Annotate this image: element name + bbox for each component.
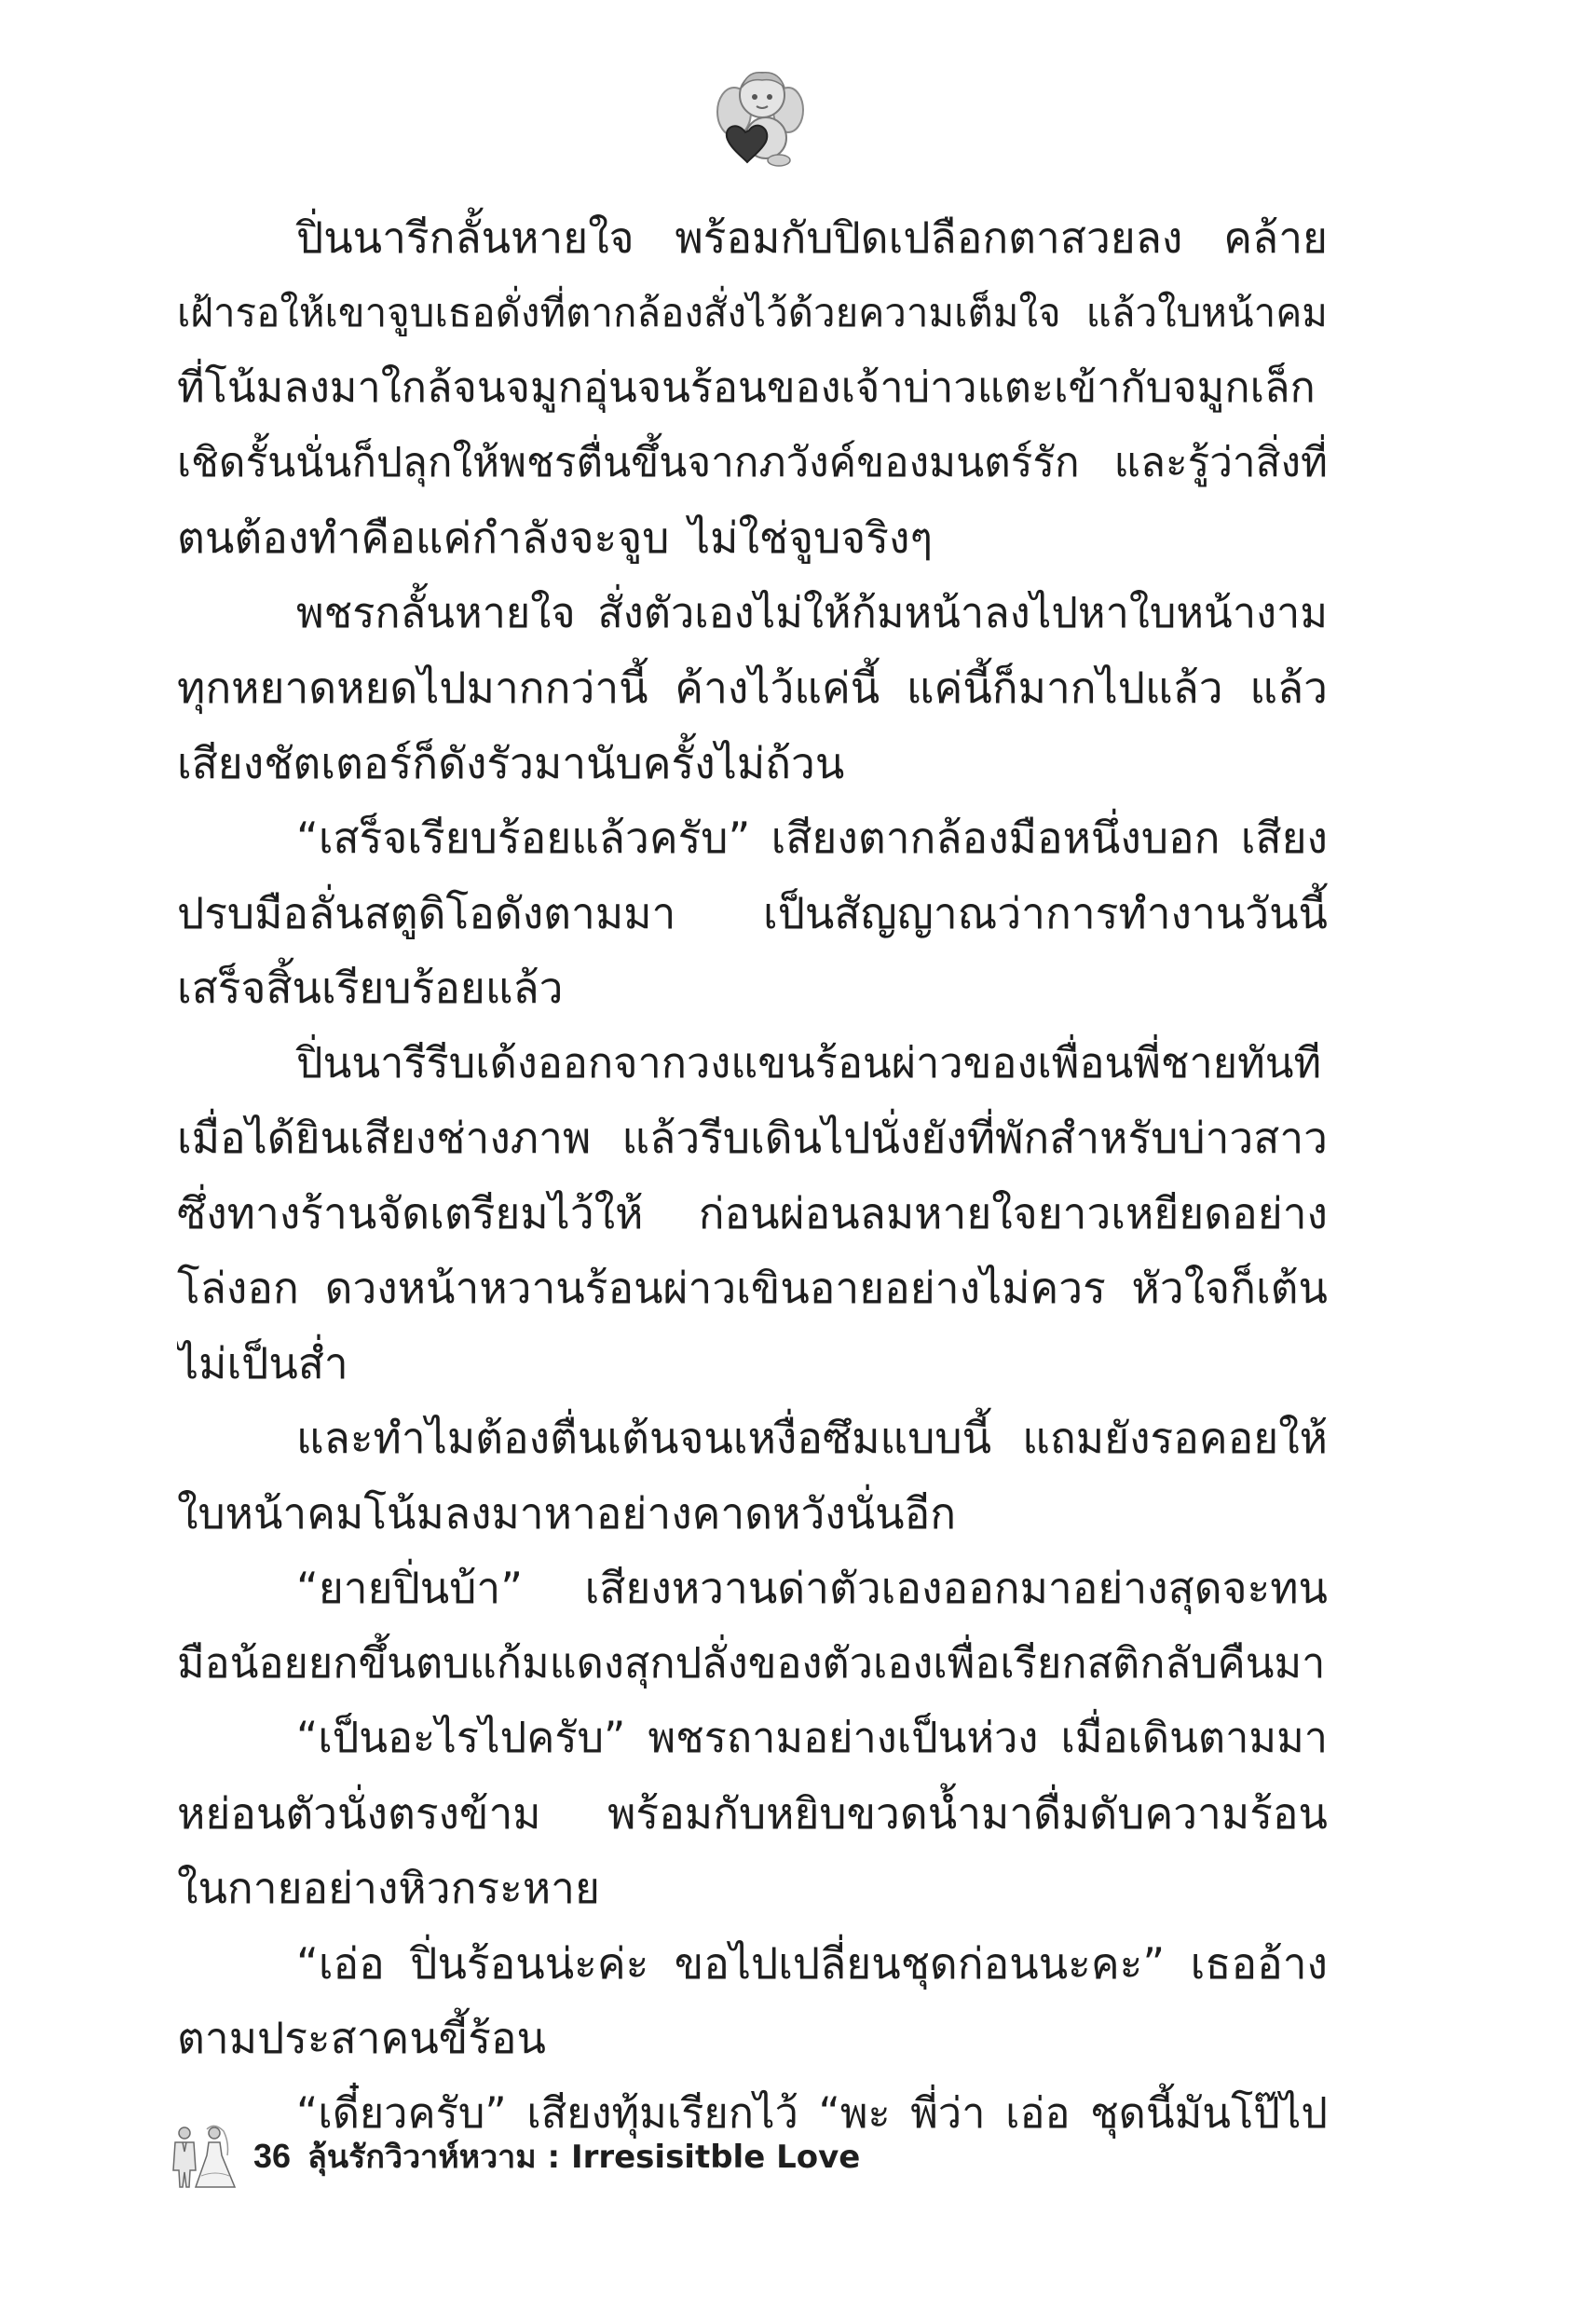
text-line: และทำไมต้องตื่นเต้นจนเหงื่อซึมแบบนี้ แถมยังรอคอยให้ xyxy=(296,1413,1328,1463)
page-footer xyxy=(164,2123,860,2190)
text-line: มือน้อยยกขึ้นตบแก้มแดงสุกปลั่งของตัวเองเพื่อเรียกสติกลับคืนมา xyxy=(177,1637,1326,1688)
text-line: โล่งอก ดวงหน้าหวานร้อนผ่าวเขินอายอย่างไม่ควร หัวใจก็เต้น xyxy=(177,1263,1328,1313)
text-line: หย่อนตัวนั่งตรงข้าม พร้อมกับหยิบขวดน้ำมาดื่มดับความร้อน xyxy=(177,1787,1328,1839)
text-line: ในกายอย่างหิวกระหาย xyxy=(177,1863,600,1913)
text-line: ไม่เป็นส่ำ xyxy=(177,1337,348,1388)
text-line: ตนต้องทำคือแค่กำลังจะจูบ ไม่ใช่จูบจริงๆ xyxy=(177,513,934,563)
book-title: ลุ้นรักวิวาห์หวาม : Irresisitble Love xyxy=(307,2139,861,2176)
text-line: ซึ่งทางร้านจัดเตรียมไว้ให้ ก่อนผ่อนลมหายใจยาวเหยียดอย่าง xyxy=(177,1187,1328,1238)
text-line: “ยายปิ่นบ้า” เสียงหวานด่าตัวเองออกมาอย่างสุดจะทน xyxy=(296,1563,1328,1613)
text-line: พชรกลั้นหายใจ สั่งตัวเองไม่ให้ก้มหน้าลงไปหาใบหน้างาม xyxy=(296,587,1328,637)
body-text xyxy=(177,200,1328,2151)
text-line: เมื่อได้ยินเสียงช่างภาพ แล้วรีบเดินไปนั่งยังที่พักสำหรับบ่าวสาว xyxy=(177,1113,1328,1163)
text-line: “เอ่อ ปิ่นร้อนน่ะค่ะ ขอไปเปลี่ยนชุดก่อนนะคะ” เธออ้าง xyxy=(296,1937,1328,1989)
text-line: เสร็จสิ้นเรียบร้อยแล้ว xyxy=(177,963,564,1013)
text-line: ปรบมือลั่นสตูดิโอดังตามมา เป็นสัญญาณว่าการทำงานวันนี้ xyxy=(177,887,1328,938)
text-line: เฝ้ารอให้เขาจูบเธอดั่งที่ตากล้องสั่งไว้ด้วยความเต็มใจ แล้วใบหน้าคม xyxy=(177,289,1328,335)
text-line: ตามประสาคนขี้ร้อน xyxy=(177,2013,546,2063)
text-line: “เสร็จเรียบร้อยแล้วครับ” เสียงตากล้องมือหนึ่งบอก เสียง xyxy=(296,813,1328,863)
page-number: 36 xyxy=(253,2137,292,2175)
text-line: เสียงชัตเตอร์ก็ดังรัวมานับครั้งไม่ถ้วน xyxy=(177,737,845,788)
text-line: “เดี๋ยวครับ” เสียงทุ้มเรียกไว้ “พะ พี่ว่า เอ่อ ชุดนี้มันโป๊ไป xyxy=(296,2087,1328,2138)
text-line: เชิดรั้นนั่นก็ปลุกให้พชรตื่นขึ้นจากภวังค์ของมนตร์รัก และรู้ว่าสิ่งที่ xyxy=(177,438,1328,486)
text-line: ใบหน้าคมโน้มลงมาหาอย่างคาดหวังนั่นอีก xyxy=(177,1487,957,1538)
cupid-with-heart-icon xyxy=(714,63,807,173)
text-line: ปิ่นนารีกลั้นหายใจ พร้อมกับปิดเปลือกตาสวยลง คล้าย xyxy=(296,212,1328,263)
text-line: ทุกหยาดหยดไปมากกว่านี้ ค้างไว้แค่นี้ แค่นี้ก็มากไปแล้ว แล้ว xyxy=(177,663,1328,713)
bride-and-groom-icon xyxy=(164,2124,239,2189)
text-line: ที่โน้มลงมาใกล้จนจมูกอุ่นจนร้อนของเจ้าบ่าวแตะเข้ากับจมูกเล็ก xyxy=(177,362,1316,412)
text-line: ปิ่นนารีรีบเด้งออกจากวงแขนร้อนผ่าวของเพื่อนพี่ชายทันที xyxy=(296,1037,1322,1087)
text-line: “เป็นอะไรไปครับ” พชรถามอย่างเป็นห่วง เมื่อเดินตามมา xyxy=(296,1713,1328,1762)
